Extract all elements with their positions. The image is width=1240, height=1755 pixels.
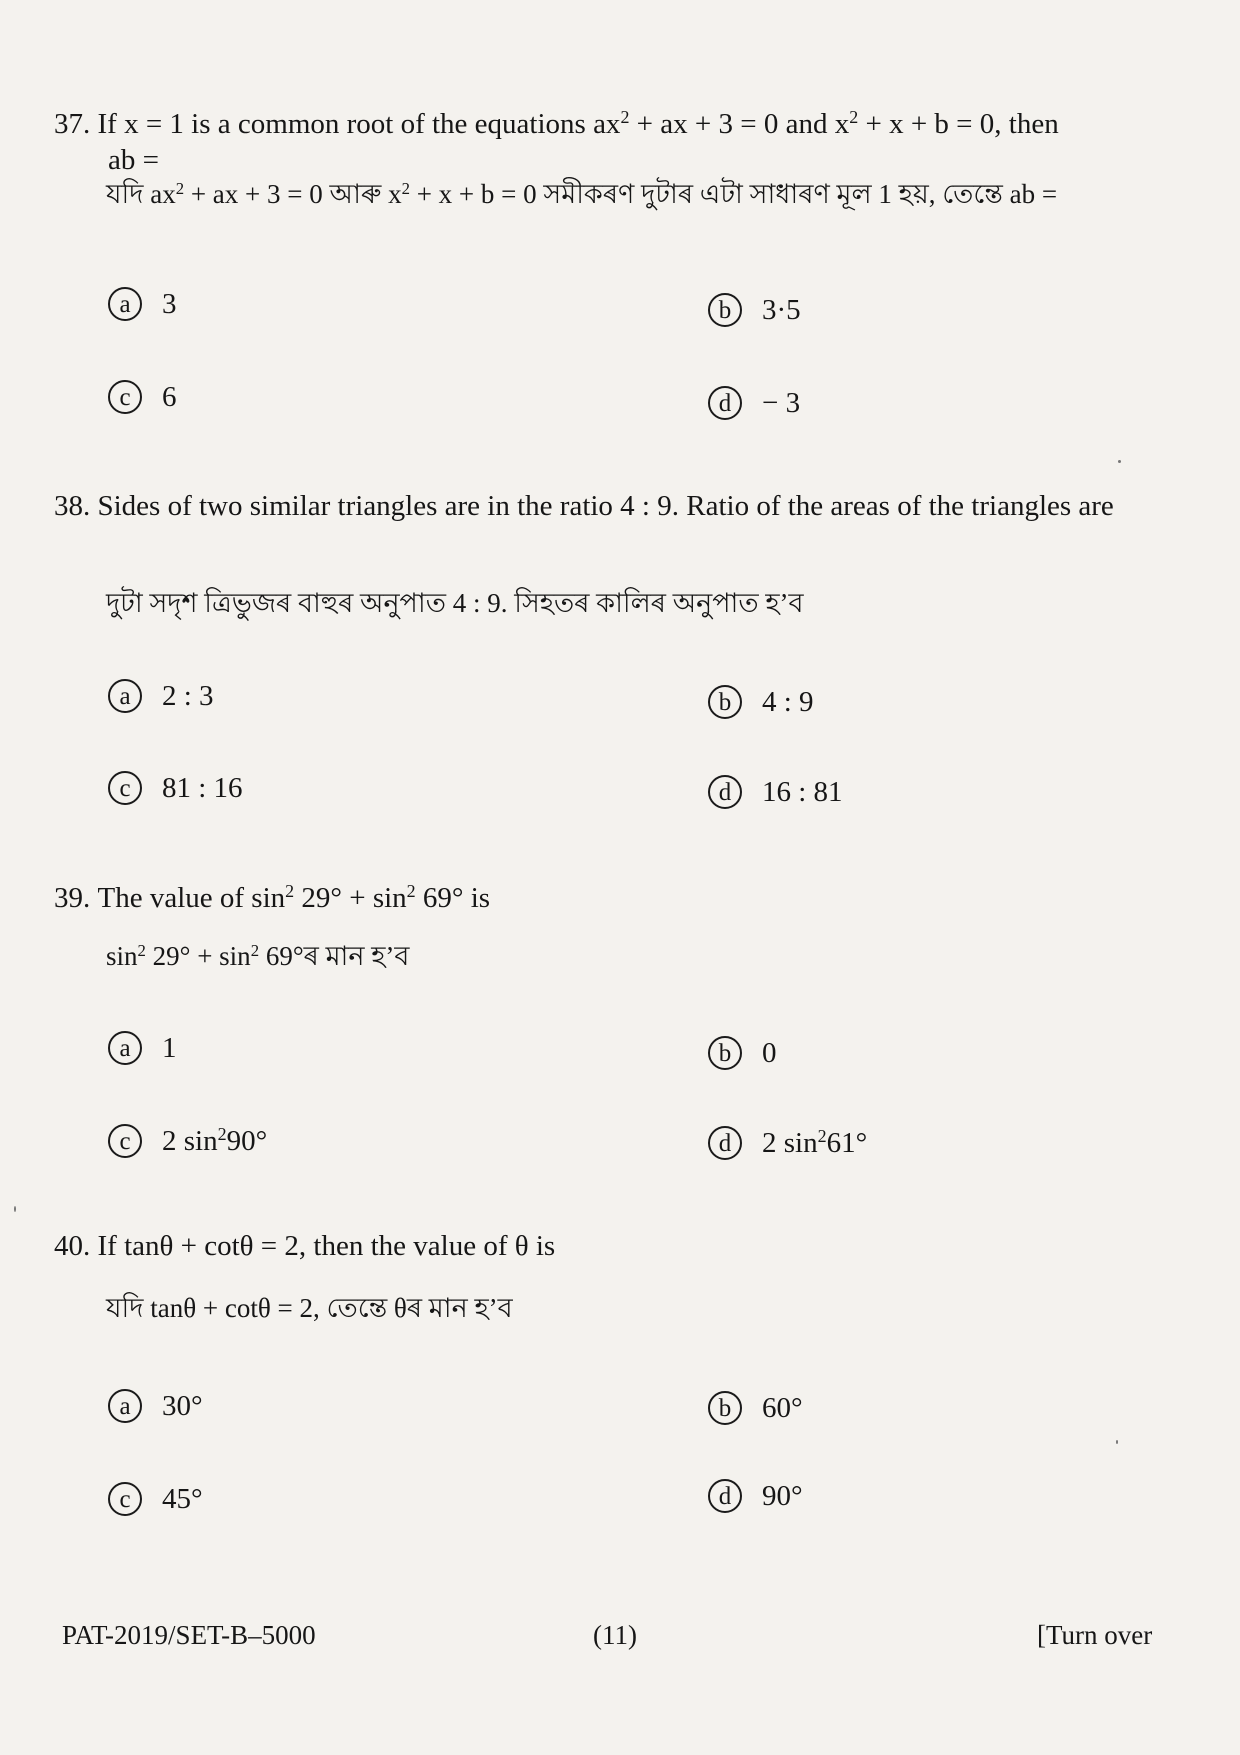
- question-39-assamese: $\sin^2 29^\circ + \sin^2$ 69°ৰ মান হ’ব: [106, 940, 410, 971]
- option-letter: b: [708, 1391, 742, 1425]
- option-letter: c: [108, 1124, 142, 1158]
- option-letter: b: [708, 685, 742, 719]
- option-text: 16 : 81: [762, 775, 843, 808]
- option-a[interactable]: [108, 1389, 203, 1423]
- option-letter: b: [708, 1036, 742, 1070]
- option-a[interactable]: [108, 679, 214, 713]
- option-letter: a: [108, 287, 142, 321]
- option-letter: d: [708, 1126, 742, 1160]
- option-text: 2 $\sin^261^\circ$: [762, 1125, 868, 1159]
- option-c[interactable]: [108, 1124, 267, 1158]
- option-c[interactable]: [108, 771, 243, 805]
- option-letter: c: [108, 380, 142, 414]
- option-letter: c: [108, 1482, 142, 1516]
- option-letter: b: [708, 293, 742, 327]
- option-text: 81 : 16: [162, 771, 243, 804]
- question-39-english: 39. The value of $\sin^2 29^\circ + \sin^2 69^\circ$ is: [54, 881, 491, 914]
- option-text: 6: [162, 380, 177, 413]
- option-text: 2 $\sin^290^\circ$: [162, 1123, 268, 1157]
- paper-code: PAT-2019/SET-B–5000: [62, 1620, 316, 1650]
- option-text: 0: [762, 1036, 777, 1069]
- option-d[interactable]: [708, 1479, 803, 1513]
- page-number: (11): [593, 1620, 637, 1650]
- option-a[interactable]: [108, 1031, 177, 1065]
- question-38-english: 38. Sides of two similar triangles are in the ratio 4 : 9. Ratio of the areas of the triangles are: [54, 490, 1114, 522]
- option-b[interactable]: [708, 1391, 803, 1425]
- option-d[interactable]: [708, 1126, 867, 1160]
- option-c[interactable]: [108, 1482, 203, 1516]
- option-text: 1: [162, 1031, 177, 1064]
- option-text: 3: [162, 287, 177, 320]
- turn-over-note: [Turn over: [1037, 1620, 1153, 1650]
- option-text: 2 : 3: [162, 679, 214, 712]
- option-letter: a: [108, 1389, 142, 1423]
- option-text: 90°: [762, 1479, 803, 1512]
- option-b[interactable]: [708, 685, 814, 719]
- option-letter: d: [708, 386, 742, 420]
- option-letter: d: [708, 1479, 742, 1513]
- option-a[interactable]: [108, 287, 177, 321]
- option-text: 45°: [162, 1482, 203, 1515]
- question-40-assamese: যদি tanθ + cotθ = 2, তেন্তে θৰ মান হ’ব: [106, 1293, 513, 1323]
- option-letter: a: [108, 679, 142, 713]
- question-37-assamese: যদি $ax^2$ + ax + 3 = 0 আৰু $x^2 + x + b = 0$ সমীকৰণ দুটাৰ এটা সাধাৰণ মূল 1 হয়, তেন্তে ab =: [106, 178, 1058, 209]
- option-letter: d: [708, 775, 742, 809]
- option-text: − 3: [762, 386, 801, 419]
- option-text: 60°: [762, 1391, 803, 1424]
- option-b[interactable]: [708, 1036, 777, 1070]
- option-text: 4 : 9: [762, 685, 814, 718]
- option-c[interactable]: [108, 380, 177, 414]
- option-d[interactable]: [708, 775, 843, 809]
- question-40-english: 40. If tanθ + cotθ = 2, then the value of θ is: [54, 1230, 556, 1262]
- scan-speck: [1116, 1440, 1118, 1444]
- option-b[interactable]: [708, 293, 801, 327]
- question-37-english: 37. If x = 1 is a common root of the equations $ax^2$ + ax + 3 = 0 and $x^2 + x + b = 0$, then ab =: [54, 107, 1059, 176]
- scan-speck: [1118, 460, 1121, 463]
- option-letter: a: [108, 1031, 142, 1065]
- option-text: 30°: [162, 1389, 203, 1422]
- option-letter: c: [108, 771, 142, 805]
- question-38-assamese: দুটা সদৃশ ত্ৰিভুজৰ বাহুৰ অনুপাত 4 : 9. সিহতৰ কালিৰ অনুপাত হ’ব: [106, 588, 804, 618]
- scan-speck: [14, 1206, 16, 1212]
- option-text: 3·5: [762, 293, 801, 326]
- option-d[interactable]: [708, 386, 800, 420]
